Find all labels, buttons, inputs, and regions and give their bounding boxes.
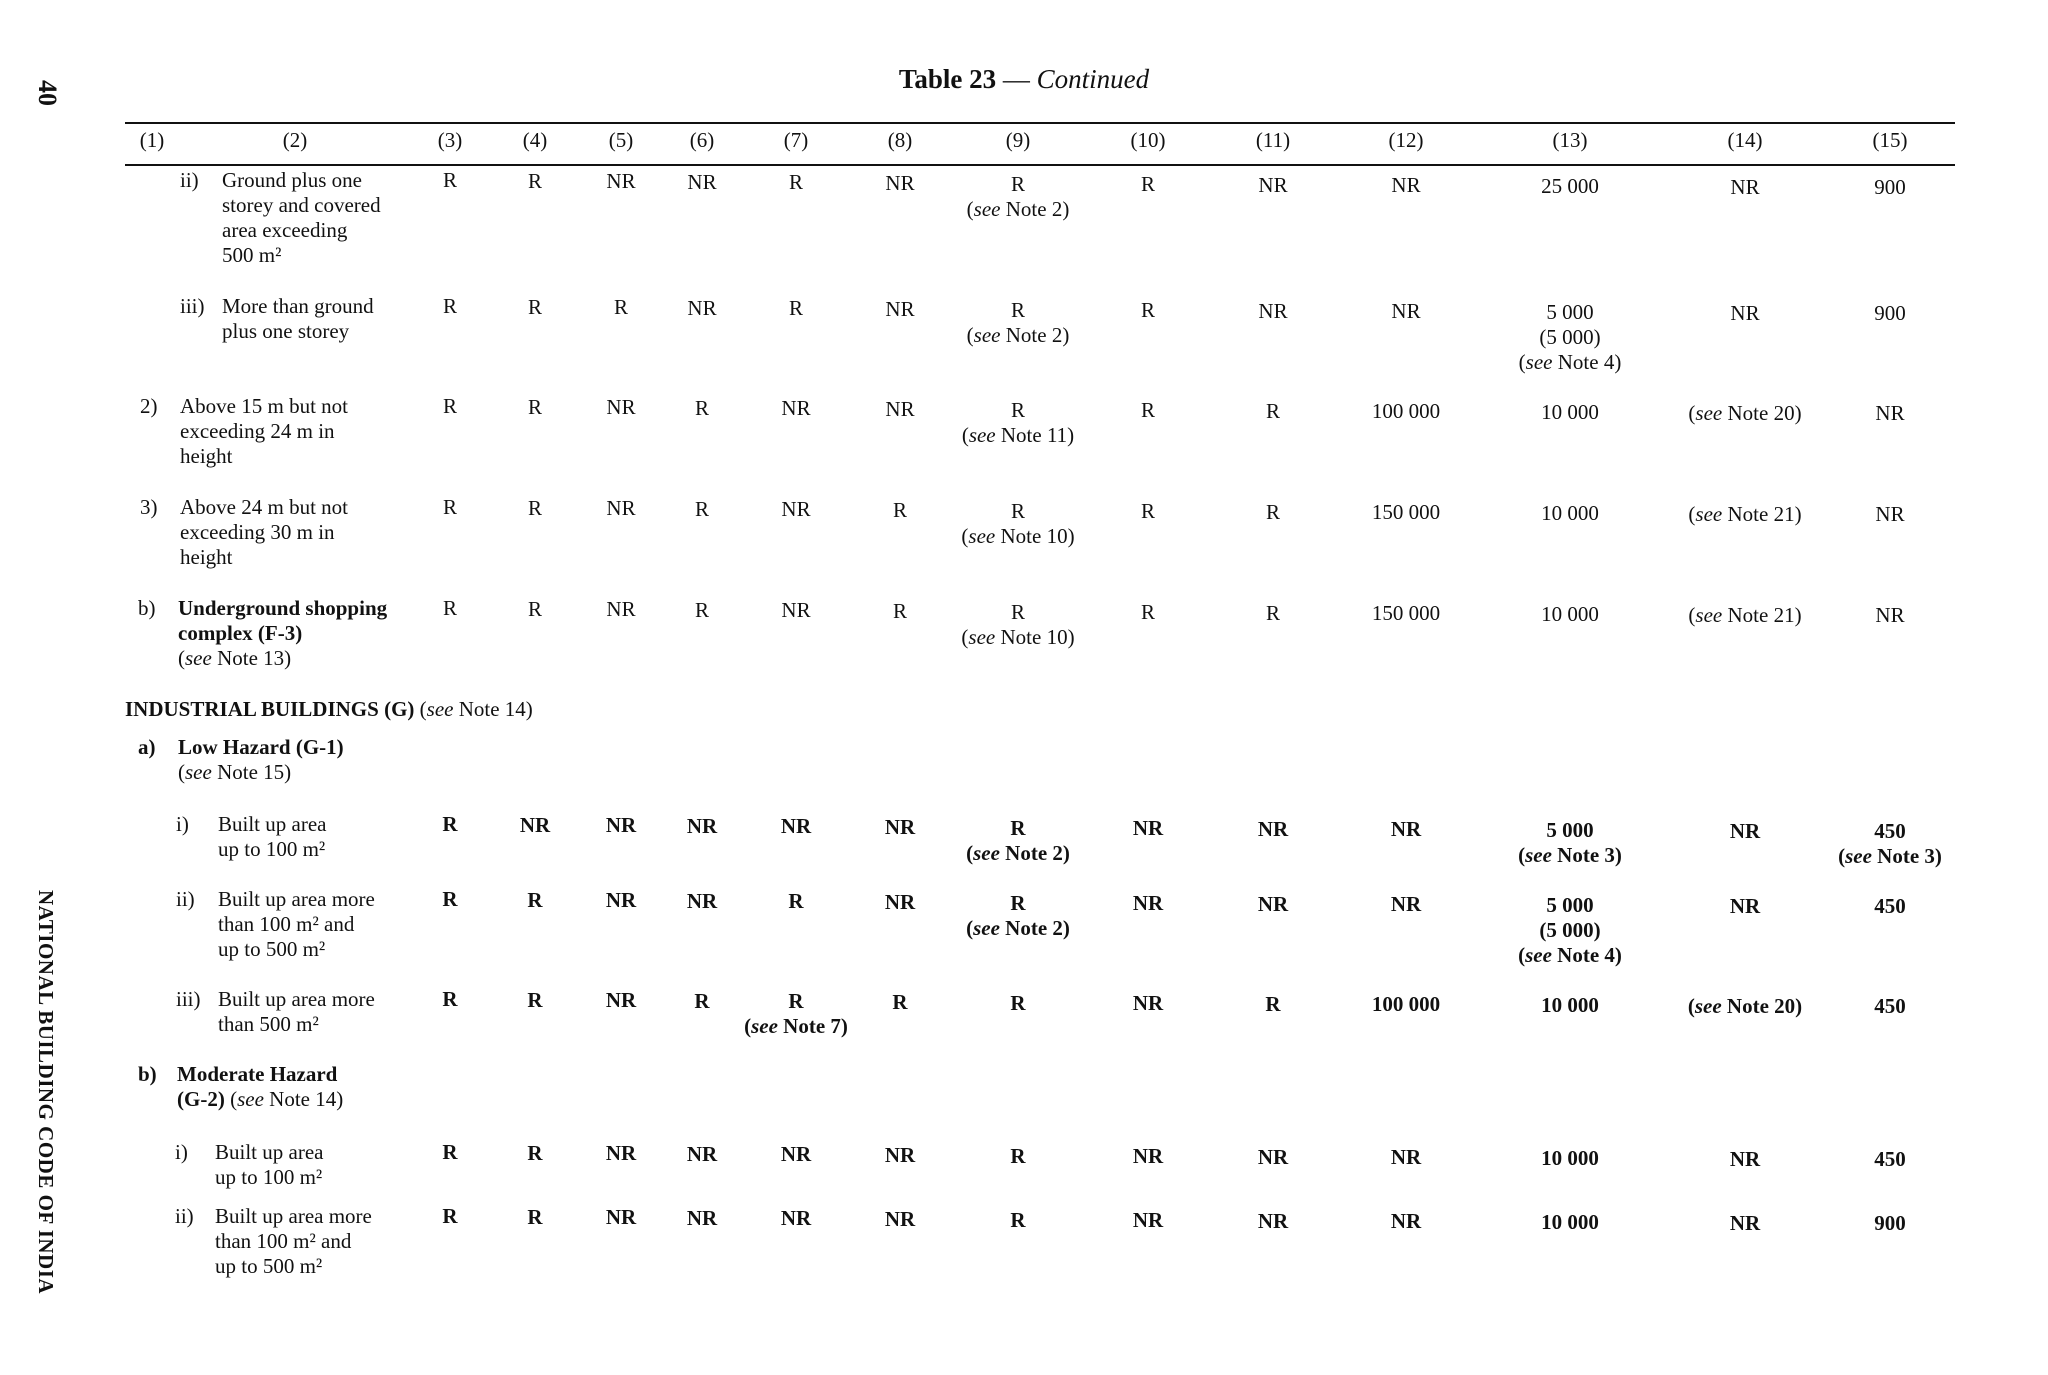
table-cell-col-15: 450	[1874, 994, 1906, 1018]
column-header-2: (2)	[282, 128, 308, 152]
table-cell-col-6: R	[694, 497, 709, 521]
table-cell-col-3: R	[442, 495, 457, 519]
table-cell-col-13: 10 000	[1541, 602, 1599, 626]
table-cell-col-7: R	[788, 170, 803, 194]
table-cell-col-14: (see Note 20)	[1687, 994, 1803, 1018]
table-cell-col-4: R	[527, 1205, 543, 1229]
table-cell-col-7: NR	[781, 396, 811, 420]
table-cell-col-10: NR	[1132, 1144, 1164, 1168]
industrial-heading-text: INDUSTRIAL BUILDINGS (G)	[125, 697, 415, 721]
table-cell-col-4: R	[527, 295, 542, 319]
table-cell-col-13: 5 000 (see Note 3)	[1518, 818, 1622, 867]
column-header-8: (8)	[887, 128, 913, 152]
table-cell-col-6: NR	[686, 814, 718, 838]
low-hazard-title: Low Hazard (G-1)	[178, 735, 344, 759]
table-cell-col-12: 150 000	[1371, 601, 1441, 625]
moderate-hazard-title: Moderate Hazard	[177, 1062, 338, 1086]
row-label: Above 15 m but not exceeding 24 m in height	[180, 394, 348, 468]
table-cell-col-13: 10 000	[1541, 400, 1599, 424]
table-cell-col-3: R	[442, 1140, 458, 1164]
table-cell-col-15: 900	[1874, 175, 1906, 199]
table-cell-col-4: R	[527, 169, 542, 193]
table-cell-col-10: NR	[1132, 991, 1164, 1015]
moderate-hazard-code: (G-2)	[177, 1087, 225, 1111]
table-cell-col-8: NR	[884, 1207, 916, 1231]
subheading-moderate-hazard-text: Moderate Hazard (G-2) (see Note 14)	[177, 1062, 344, 1111]
table-cell-col-12: NR	[1390, 1145, 1422, 1169]
row-label: Underground shopping complex (F-3) (see Note 13)	[178, 596, 388, 670]
subheading-moderate-hazard	[138, 1062, 157, 1087]
table-cell-col-8: NR	[884, 815, 916, 839]
table-cell-col-15: 450	[1874, 894, 1906, 918]
table-title-dash: —	[996, 64, 1037, 94]
column-header-13: (13)	[1552, 128, 1588, 152]
table-cell-col-9: R	[1010, 1144, 1026, 1168]
moderate-hazard-see: see	[237, 1087, 264, 1111]
row-enum: 3)	[140, 495, 158, 519]
row-label: Built up area up to 100 m²	[215, 1140, 324, 1189]
table-cell-col-6: NR	[687, 296, 717, 320]
row-enum: i)	[176, 812, 189, 836]
column-header-10: (10)	[1130, 128, 1166, 152]
table-cell-col-11: R	[1265, 500, 1280, 524]
table-cell-col-12: 100 000	[1371, 399, 1441, 423]
table-cell-col-5: NR	[605, 988, 637, 1012]
table-cell-col-12: 150 000	[1371, 500, 1441, 524]
subheading-low-hazard	[138, 735, 156, 760]
table-cell-col-5: NR	[606, 597, 636, 621]
table-cell-col-10: R	[1140, 298, 1155, 322]
table-cell-col-11: NR	[1257, 1145, 1289, 1169]
table-cell-col-11: NR	[1257, 892, 1289, 916]
table-cell-col-4: R	[527, 988, 543, 1012]
low-hazard-enum: a)	[138, 735, 156, 759]
table-title-continued: Continued	[1036, 64, 1150, 94]
table-cell-col-13: 25 000	[1541, 174, 1599, 198]
moderate-hazard-note: Note 14)	[263, 1087, 344, 1111]
table-cell-col-5: NR	[606, 395, 636, 419]
table-cell-col-11: NR	[1258, 299, 1288, 323]
table-cell-col-3: R	[442, 596, 457, 620]
column-header-9: (9)	[1005, 128, 1031, 152]
table-cell-col-11: NR	[1258, 173, 1288, 197]
table-cell-col-14: NR	[1729, 894, 1761, 918]
row-label: Built up area up to 100 m²	[218, 812, 327, 861]
row-enum: i)	[175, 1140, 188, 1164]
table-cell-col-6: NR	[687, 170, 717, 194]
table-cell-col-7: R	[788, 296, 803, 320]
row-enum: iii)	[180, 294, 205, 318]
table-cell-col-9: R (see Note 11)	[961, 398, 1075, 447]
table-cell-col-10: R	[1140, 499, 1155, 523]
table-cell-col-6: R	[694, 396, 709, 420]
table-cell-col-5: NR	[605, 813, 637, 837]
table-cell-col-13: 10 000	[1541, 1146, 1599, 1170]
table-cell-col-10: NR	[1132, 891, 1164, 915]
table-cell-col-4: R	[527, 395, 542, 419]
table-cell-col-11: NR	[1257, 1209, 1289, 1233]
page-number: 40	[33, 80, 62, 106]
column-header-7: (7)	[783, 128, 809, 152]
table-cell-col-3: R	[442, 812, 458, 836]
table-cell-col-5: NR	[606, 496, 636, 520]
table-cell-col-14: (see Note 20)	[1688, 401, 1802, 425]
table-header-rule	[125, 164, 1955, 166]
table-cell-col-3: R	[442, 987, 458, 1011]
table-cell-col-9: R (see Note 10)	[961, 600, 1075, 649]
table-cell-col-5: NR	[606, 169, 636, 193]
table-cell-col-14: NR	[1730, 301, 1760, 325]
table-cell-col-4: R	[527, 1141, 543, 1165]
table-cell-col-15: 450 (see Note 3)	[1838, 819, 1942, 868]
table-title	[0, 64, 2048, 95]
table-cell-col-8: NR	[884, 890, 916, 914]
table-cell-col-8: R	[892, 599, 907, 623]
table-cell-col-9: R	[1010, 991, 1026, 1015]
table-cell-col-3: R	[442, 394, 457, 418]
row-label: Built up area more than 100 m² and up to 500 m²	[215, 1204, 372, 1278]
row-enum: ii)	[175, 1204, 194, 1228]
table-cell-col-13: 5 000 (5 000) (see Note 4)	[1518, 893, 1622, 967]
table-cell-col-7: NR	[780, 1206, 812, 1230]
table-cell-col-8: R	[892, 990, 908, 1014]
row-enum: ii)	[180, 168, 199, 192]
table-top-rule	[125, 122, 1955, 124]
column-header-15: (15)	[1872, 128, 1908, 152]
table-cell-col-4: NR	[519, 813, 551, 837]
table-cell-col-12: NR	[1391, 173, 1421, 197]
column-header-11: (11)	[1255, 128, 1291, 152]
column-header-4: (4)	[522, 128, 548, 152]
table-cell-col-5: R	[613, 295, 628, 319]
table-cell-col-6: R	[694, 598, 709, 622]
table-cell-col-12: 100 000	[1371, 992, 1441, 1016]
table-cell-col-6: NR	[686, 1206, 718, 1230]
table-cell-col-4: R	[527, 496, 542, 520]
table-cell-col-11: NR	[1257, 817, 1289, 841]
table-cell-col-15: NR	[1875, 603, 1905, 627]
column-header-6: (6)	[689, 128, 715, 152]
table-cell-col-7: R	[788, 889, 804, 913]
industrial-see: see	[426, 697, 454, 721]
column-header-14: (14)	[1727, 128, 1763, 152]
table-cell-col-15: NR	[1875, 401, 1905, 425]
table-cell-col-13: 10 000	[1541, 501, 1599, 525]
table-cell-col-3: R	[442, 1204, 458, 1228]
table-cell-col-12: NR	[1390, 892, 1422, 916]
table-cell-col-10: R	[1140, 398, 1155, 422]
table-cell-col-15: 900	[1874, 301, 1906, 325]
table-cell-col-6: NR	[686, 889, 718, 913]
table-cell-col-4: R	[527, 597, 542, 621]
row-enum: ii)	[176, 887, 195, 911]
table-cell-col-3: R	[442, 168, 457, 192]
table-cell-col-9: R (see Note 2)	[966, 172, 1070, 221]
table-cell-col-15: 450	[1874, 1147, 1906, 1171]
industrial-note: Note 14)	[453, 697, 533, 721]
column-header-1: (1)	[139, 128, 165, 152]
table-cell-col-10: R	[1140, 172, 1155, 196]
table-cell-col-14: (see Note 21)	[1688, 603, 1802, 627]
table-cell-col-9: R (see Note 2)	[966, 891, 1070, 940]
row-label: Above 24 m but not exceeding 30 m in height	[180, 495, 348, 569]
row-label: More than ground plus one storey	[222, 294, 374, 343]
row-label: Built up area more than 100 m² and up to 500 m²	[218, 887, 375, 961]
table-cell-col-7: NR	[780, 814, 812, 838]
table-cell-col-9: R (see Note 2)	[966, 298, 1070, 347]
table-cell-col-4: R	[527, 888, 543, 912]
subheading-low-hazard-text: Low Hazard (G-1) (see Note 15)	[178, 735, 344, 784]
row-enum: 2)	[140, 394, 158, 418]
table-cell-col-9: R	[1010, 1208, 1026, 1232]
table-cell-col-7: NR	[780, 1142, 812, 1166]
table-title-number: Table 23	[898, 64, 997, 94]
row-label: Built up area more than 500 m²	[218, 987, 375, 1036]
table-cell-col-14: NR	[1729, 1147, 1761, 1171]
table-cell-col-7: NR	[781, 497, 811, 521]
table-cell-col-12: NR	[1391, 299, 1421, 323]
table-cell-col-15: 900	[1874, 1211, 1906, 1235]
low-hazard-note: Note 15)	[211, 760, 292, 784]
table-cell-col-8: NR	[885, 171, 915, 195]
table-cell-col-10: NR	[1132, 816, 1164, 840]
row-enum: iii)	[176, 987, 201, 1011]
column-header-3: (3)	[437, 128, 463, 152]
table-cell-col-6: R	[694, 989, 710, 1013]
table-cell-col-8: NR	[885, 397, 915, 421]
table-cell-col-14: (see Note 21)	[1688, 502, 1802, 526]
table-cell-col-12: NR	[1390, 817, 1422, 841]
table-cell-col-14: NR	[1729, 819, 1761, 843]
table-cell-col-10: NR	[1132, 1208, 1164, 1232]
table-cell-col-13: 10 000	[1541, 1210, 1599, 1234]
table-cell-col-11: R	[1265, 992, 1281, 1016]
table-cell-col-3: R	[442, 294, 457, 318]
table-cell-col-8: R	[892, 498, 907, 522]
moderate-hazard-enum: b)	[138, 1062, 157, 1086]
table-cell-col-6: NR	[686, 1142, 718, 1166]
table-cell-col-11: R	[1265, 399, 1280, 423]
table-cell-col-5: NR	[605, 1141, 637, 1165]
running-title: NATIONAL BUILDING CODE OF INDIA	[34, 890, 58, 1295]
row-enum: b)	[138, 596, 156, 620]
table-cell-col-10: R	[1140, 600, 1155, 624]
section-heading-industrial: INDUSTRIAL BUILDINGS (G) (see Note 14)	[125, 697, 533, 721]
table-cell-col-7: R (see Note 7)	[744, 989, 848, 1038]
row-label: Ground plus one storey and covered area exceeding 500 m²	[222, 168, 381, 267]
column-header-5: (5)	[608, 128, 634, 152]
low-hazard-see: see	[185, 760, 212, 784]
column-header-12: (12)	[1388, 128, 1424, 152]
table-cell-col-13: 10 000	[1541, 993, 1599, 1017]
table-cell-col-9: R (see Note 10)	[961, 499, 1075, 548]
table-cell-col-14: NR	[1730, 175, 1760, 199]
table-cell-col-3: R	[442, 887, 458, 911]
table-cell-col-8: NR	[885, 297, 915, 321]
table-cell-col-5: NR	[605, 1205, 637, 1229]
table-cell-col-15: NR	[1875, 502, 1905, 526]
table-cell-col-5: NR	[605, 888, 637, 912]
table-cell-col-12: NR	[1390, 1209, 1422, 1233]
table-cell-col-11: R	[1265, 601, 1280, 625]
table-cell-col-14: NR	[1729, 1211, 1761, 1235]
table-cell-col-13: 5 000 (5 000) (see Note 4)	[1518, 300, 1622, 374]
table-cell-col-9: R (see Note 2)	[966, 816, 1070, 865]
table-cell-col-8: NR	[884, 1143, 916, 1167]
table-cell-col-7: NR	[781, 598, 811, 622]
